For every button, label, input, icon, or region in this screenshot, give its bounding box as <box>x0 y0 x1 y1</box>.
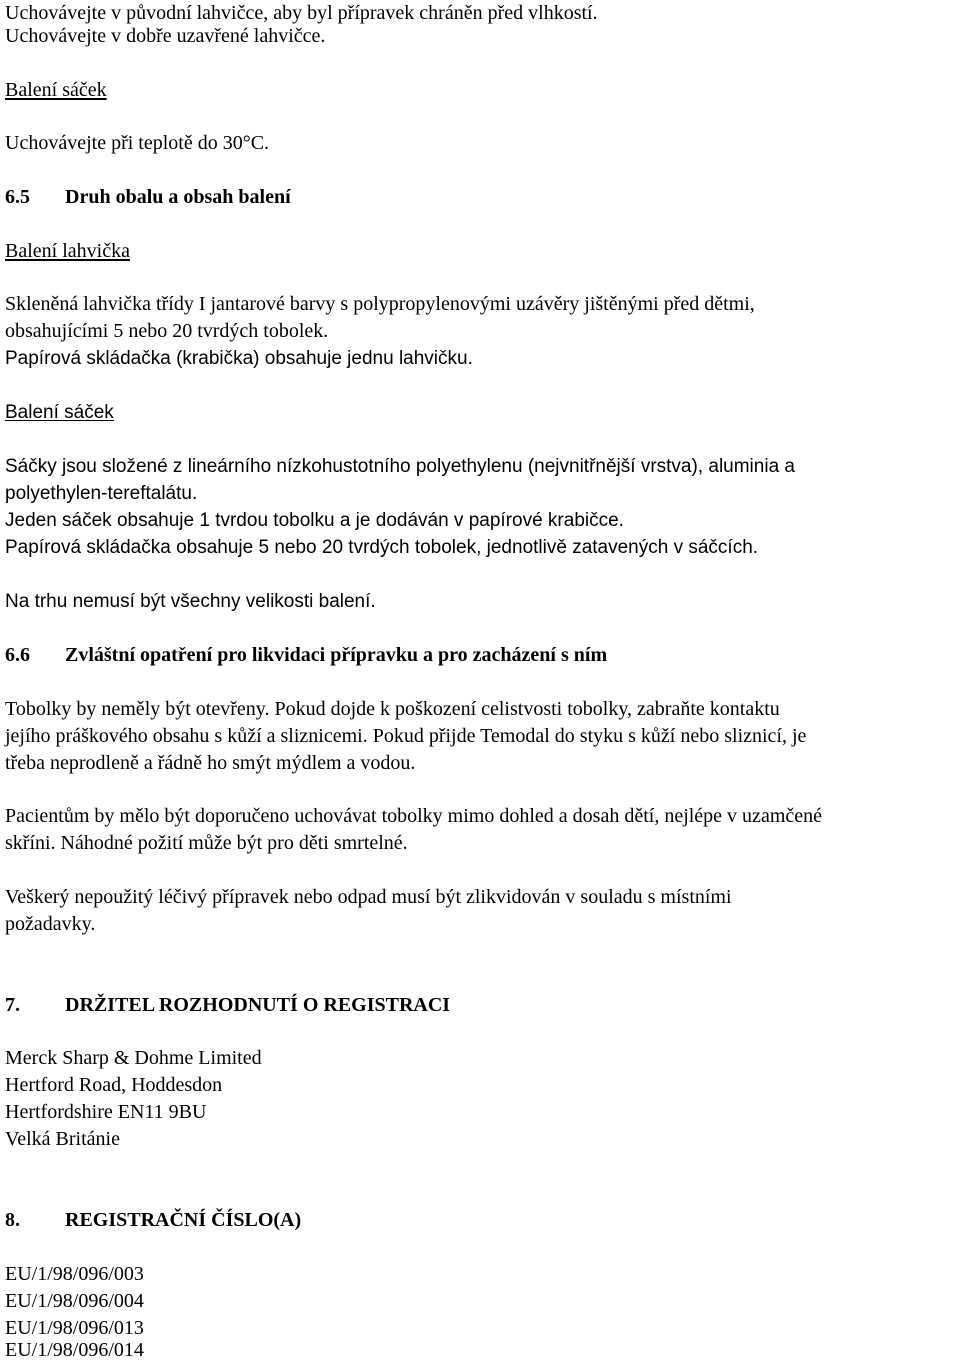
sachet-paragraph-1a: Sáčky jsou složené z lineárního nízkohustotního polyethylenu (nejvnitřnější vrstva), aluminia a <box>5 456 795 477</box>
holder-address-line-3: Hertfordshire EN11 9BU <box>5 1101 207 1123</box>
bottle-paragraph-2: Papírová skládačka (krabička) obsahuje jednu lahvičku. <box>5 348 473 369</box>
bottle-paragraph-1b: obsahujícími 5 nebo 20 tvrdých tobolek. <box>5 320 329 342</box>
handling-paragraph-3b: požadavky. <box>5 913 96 935</box>
holder-address-line-4: Velká Británie <box>5 1128 120 1150</box>
handling-paragraph-3a: Veškerý nepoužitý léčivý přípravek nebo odpad musí být zlikvidován v souladu s místními <box>5 886 732 908</box>
registration-number-3: EU/1/98/096/013 <box>5 1317 144 1339</box>
holder-address-line-2: Hertford Road, Hoddesdon <box>5 1074 223 1096</box>
section-number: 6.6 <box>5 644 30 666</box>
section-title: Druh obalu a obsah balení <box>65 186 291 208</box>
handling-paragraph-2b: skříni. Náhodné požití může být pro děti smrtelné. <box>5 832 408 854</box>
bottle-subheading: Balení lahvička <box>5 240 130 262</box>
section-number: 6.5 <box>5 186 30 208</box>
section-6-6-heading <box>5 642 607 669</box>
registration-number-1: EU/1/98/096/003 <box>5 1263 144 1285</box>
section-title: REGISTRAČNÍ ČÍSLO(A) <box>65 1209 302 1231</box>
holder-address-line-1: Merck Sharp & Dohme Limited <box>5 1047 262 1069</box>
storage-temp-text: Uchovávejte při teplotě do 30°C. <box>5 132 270 154</box>
section-number: 8. <box>5 1209 20 1231</box>
section-6-5-heading <box>5 184 291 211</box>
section-8-heading <box>5 1207 301 1234</box>
section-number: 7. <box>5 994 20 1016</box>
handling-paragraph-1c: třeba neprodleně a řádně ho smýt mýdlem a vodou. <box>5 752 416 774</box>
storage-text-2: Uchovávejte v dobře uzavřené lahvičce. <box>5 25 326 47</box>
section-title: Zvláštní opatření pro likvidaci přípravku a pro zacházení s ním <box>65 644 608 666</box>
registration-number-2: EU/1/98/096/004 <box>5 1290 144 1312</box>
handling-paragraph-2a: Pacientům by mělo být doporučeno uchovávat tobolky mimo dohled a dosah dětí, nejlépe v uzamčené <box>5 805 823 827</box>
registration-number-4: EU/1/98/096/014 <box>5 1339 144 1361</box>
handling-paragraph-1b: jejího práškového obsahu s kůží a sliznicemi. Pokud přijde Temodal do styku s kůží nebo sliznicí, je <box>5 725 807 747</box>
sachet-paragraph-2: Jeden sáček obsahuje 1 tvrdou tobolku a je dodáván v papírové krabičce. <box>5 510 624 531</box>
storage-text-1: Uchovávejte v původní lahvičce, aby byl přípravek chráněn před vlhkostí. <box>5 2 598 24</box>
market-note: Na trhu nemusí být všechny velikosti balení. <box>5 591 376 612</box>
sachet-paragraph-3: Papírová skládačka obsahuje 5 nebo 20 tvrdých tobolek, jednotlivě zatavených v sáčcích. <box>5 537 759 558</box>
sachet-subheading-2: Balení sáček <box>5 402 114 423</box>
sachet-paragraph-1b: polyethylen-tereftalátu. <box>5 483 198 504</box>
bottle-paragraph-1a: Skleněná lahvička třídy I jantarové barvy s polypropylenovými uzávěry jištěnými před dětmi, <box>5 293 755 315</box>
section-title: DRŽITEL ROZHODNUTÍ O REGISTRACI <box>65 994 451 1016</box>
handling-paragraph-1a: Tobolky by neměly být otevřeny. Pokud dojde k poškození celistvosti tobolky, zabraňte kontaktu <box>5 698 780 720</box>
sachet-subheading-1: Balení sáček <box>5 79 107 101</box>
section-7-heading <box>5 992 450 1019</box>
